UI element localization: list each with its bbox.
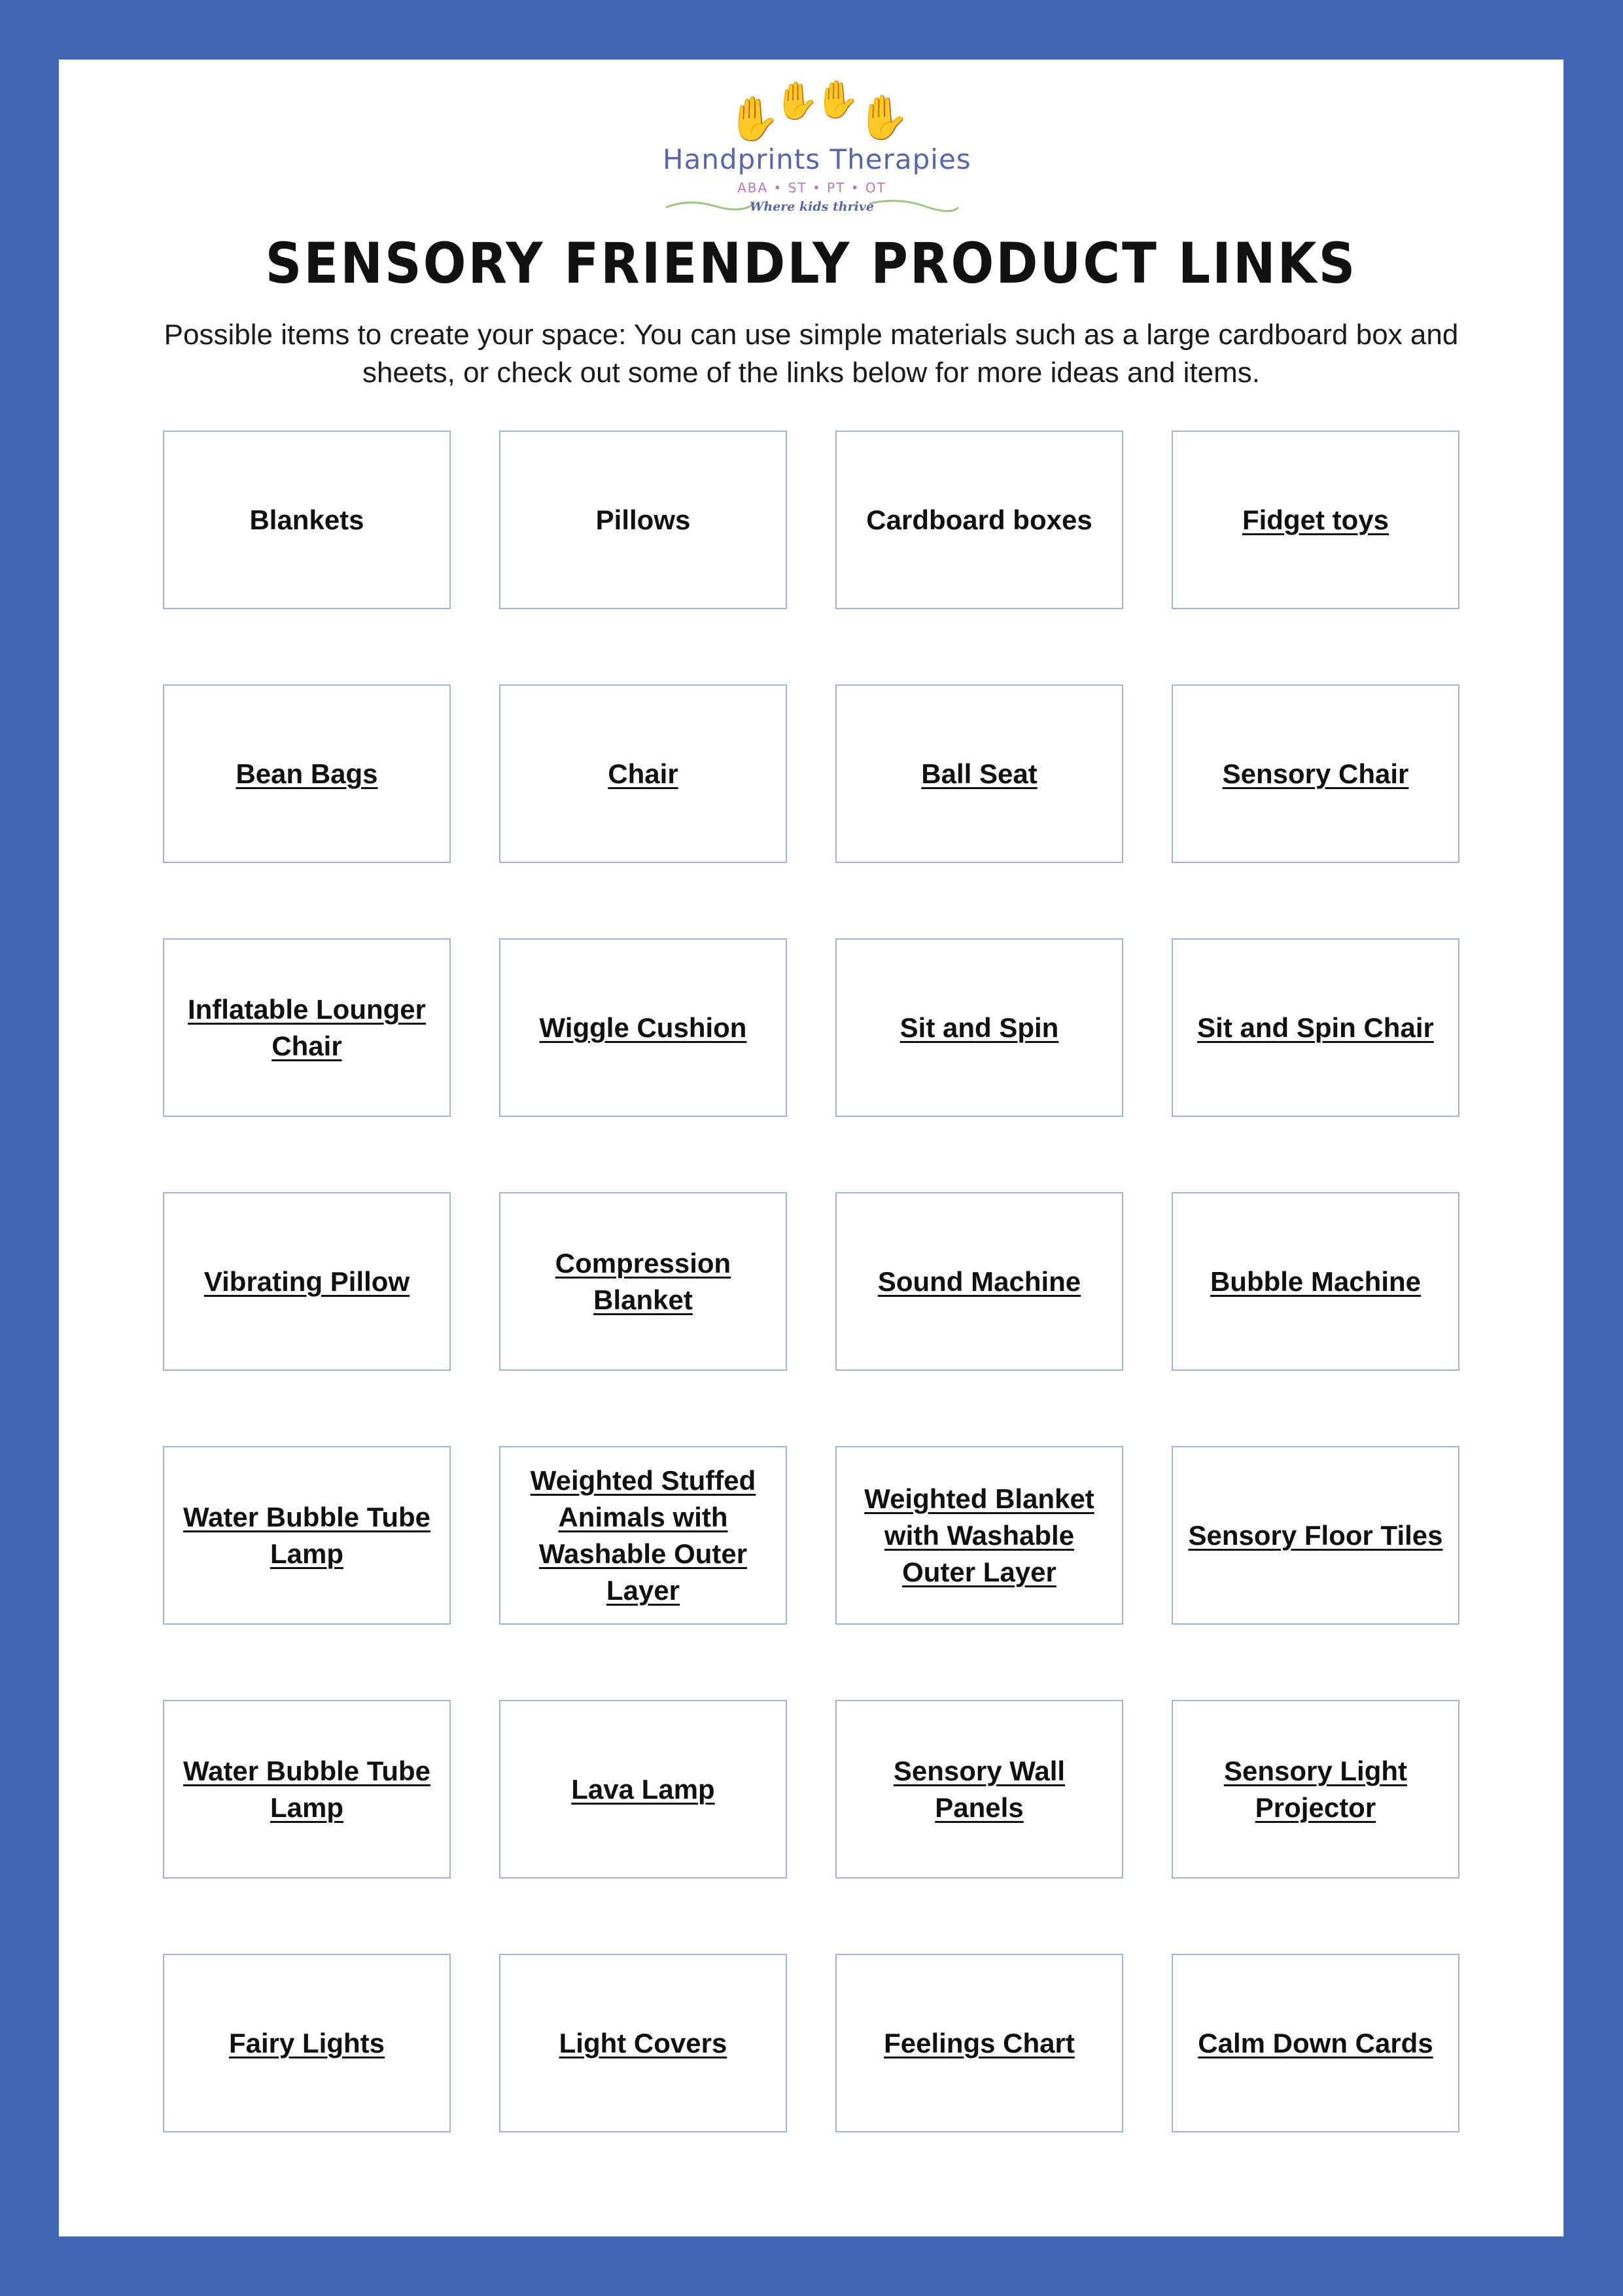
product-label: Pillows xyxy=(595,504,691,535)
blue-hand-icon: ✋ xyxy=(774,80,820,122)
document-page xyxy=(59,60,1563,2236)
product-item-cell xyxy=(163,431,451,609)
product-link-cell[interactable] xyxy=(835,684,1123,863)
product-link-cell[interactable] xyxy=(835,1446,1123,1625)
product-link[interactable]: Inflatable Lounger Chair xyxy=(187,993,426,1061)
product-link[interactable]: Calm Down Cards xyxy=(1198,2027,1433,2058)
product-link-cell[interactable] xyxy=(1172,1700,1459,1879)
product-link[interactable]: Sound Machine xyxy=(877,1265,1081,1297)
product-link[interactable]: Weighted Stuffed Animals with Washable Outer Layer xyxy=(530,1464,756,1606)
product-link-cell[interactable] xyxy=(1172,1446,1459,1625)
product-link-cell[interactable] xyxy=(835,1954,1123,2132)
product-link[interactable]: Ball Seat xyxy=(921,758,1038,789)
purple-hand-icon: ✋ xyxy=(727,94,781,144)
product-link[interactable]: Compression Blanket xyxy=(555,1247,731,1315)
product-link[interactable]: Sensory Chair xyxy=(1222,758,1409,789)
product-label: Blankets xyxy=(249,504,364,535)
product-link[interactable]: Fairy Lights xyxy=(228,2027,385,2058)
product-link-cell[interactable] xyxy=(835,938,1123,1117)
logo-services: ABA • ST • PT • OT xyxy=(737,180,886,196)
product-link-cell[interactable] xyxy=(499,1192,787,1371)
product-link[interactable]: Sit and Spin xyxy=(899,1012,1059,1043)
product-link[interactable]: Sensory Floor Tiles xyxy=(1188,1519,1443,1551)
handprints-therapies-logo xyxy=(663,79,971,214)
product-link-cell[interactable] xyxy=(163,938,451,1117)
product-link[interactable]: Water Bubble Tube Lamp xyxy=(183,1755,430,1823)
product-link[interactable]: Lava Lamp xyxy=(571,1773,715,1805)
product-link-cell[interactable] xyxy=(835,1700,1123,1879)
product-link[interactable]: Sit and Spin Chair xyxy=(1197,1012,1434,1043)
product-item-cell xyxy=(499,431,787,609)
product-link-cell[interactable] xyxy=(163,1700,451,1879)
product-link-cell[interactable] xyxy=(163,1192,451,1371)
product-link[interactable]: Sensory Wall Panels xyxy=(893,1755,1066,1823)
product-link-cell[interactable] xyxy=(1172,938,1459,1117)
handprints-icon xyxy=(663,79,961,151)
product-link-grid xyxy=(163,431,1460,2132)
product-link-cell[interactable] xyxy=(499,938,787,1117)
product-link[interactable]: Light Covers xyxy=(559,2027,727,2058)
product-link-cell[interactable] xyxy=(499,1446,787,1625)
intro-paragraph: Possible items to create your space: You can use simple materials such as a large cardboard box and sheets, or check out some of the links below for more ideas and items. xyxy=(164,319,1459,389)
product-link-cell[interactable] xyxy=(835,1192,1123,1371)
product-link[interactable]: Bubble Machine xyxy=(1210,1265,1422,1297)
product-link[interactable]: Bean Bags xyxy=(236,758,378,789)
product-link[interactable]: Feelings Chart xyxy=(884,2027,1075,2058)
logo-tagline: Where kids thrive xyxy=(750,200,874,214)
product-label: Cardboard boxes xyxy=(866,504,1092,535)
product-link[interactable]: Water Bubble Tube Lamp xyxy=(183,1501,430,1569)
product-link-cell[interactable] xyxy=(163,684,451,863)
logo-name: Handprints Therapies xyxy=(663,143,971,175)
product-link-cell[interactable] xyxy=(1172,431,1459,609)
product-link[interactable]: Weighted Blanket with Washable Outer Layer xyxy=(864,1483,1094,1587)
product-link-cell[interactable] xyxy=(1172,1954,1459,2132)
product-link-cell[interactable] xyxy=(163,1446,451,1625)
green-hand-icon: ✋ xyxy=(856,92,911,143)
product-link-cell[interactable] xyxy=(499,1700,787,1879)
product-link-cell[interactable] xyxy=(1172,684,1459,863)
product-link[interactable]: Fidget toys xyxy=(1242,504,1389,535)
product-link-cell[interactable] xyxy=(163,1954,451,2132)
page-title: SENSORY FRIENDLY PRODUCT LINKS xyxy=(265,231,1357,296)
product-link[interactable]: Sensory Light Projector xyxy=(1223,1755,1408,1823)
product-link-cell[interactable] xyxy=(499,684,787,863)
red-hand-icon: ✋ xyxy=(814,79,860,121)
product-link[interactable]: Vibrating Pillow xyxy=(203,1265,410,1297)
product-link[interactable]: Chair xyxy=(608,758,678,789)
product-link-cell[interactable] xyxy=(499,1954,787,2132)
product-link[interactable]: Wiggle Cushion xyxy=(539,1012,747,1043)
product-link-cell[interactable] xyxy=(1172,1192,1459,1371)
product-item-cell xyxy=(835,431,1123,609)
